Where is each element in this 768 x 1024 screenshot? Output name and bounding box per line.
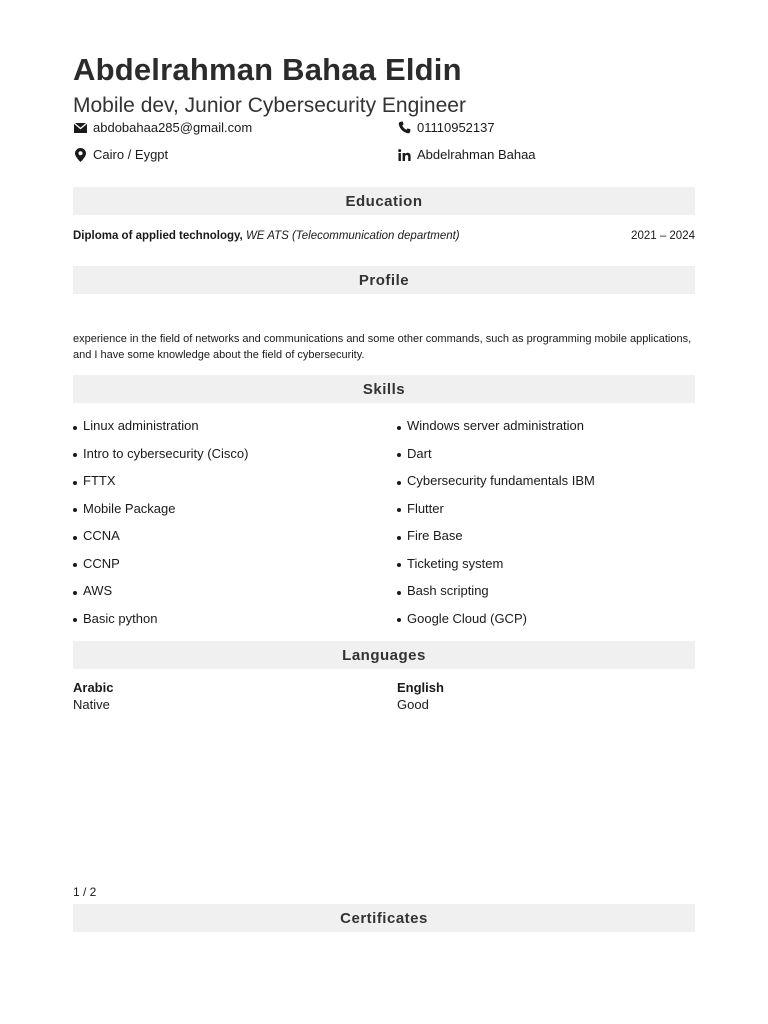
- skill-item: [73, 550, 373, 578]
- section-heading-certificates: Certificates: [73, 904, 695, 932]
- phone-icon: [397, 121, 411, 135]
- skill-item: [73, 495, 373, 523]
- contact-phone[interactable]: [397, 120, 495, 135]
- skill-item: [397, 467, 697, 495]
- map-pin-icon: [73, 148, 87, 162]
- contact-linkedin[interactable]: [397, 147, 536, 162]
- bullet-icon: [73, 618, 77, 622]
- skill-label: Bash scripting: [407, 583, 489, 599]
- skill-label: Fire Base: [407, 528, 463, 544]
- bullet-icon: [397, 426, 401, 430]
- contact-location: [73, 147, 168, 162]
- section-heading-profile: Profile: [73, 266, 695, 294]
- skill-label: Mobile Package: [83, 500, 176, 516]
- skill-label: AWS: [83, 583, 113, 599]
- language-item: [397, 680, 444, 712]
- education-institution: WE ATS (Telecommunication department): [245, 230, 460, 242]
- education-entry: [73, 230, 695, 242]
- skill-label: FTTX: [83, 473, 116, 489]
- skill-label: CCNP: [83, 555, 120, 571]
- bullet-icon: [73, 591, 77, 595]
- linkedin-icon: [397, 148, 411, 162]
- skills-right-column: [397, 412, 697, 632]
- skill-label: Ticketing system: [407, 555, 504, 571]
- skill-label: Intro to cybersecurity (Cisco): [83, 445, 249, 461]
- skill-item: [73, 412, 373, 440]
- bullet-icon: [73, 426, 77, 430]
- resume-headline: Mobile dev, Junior Cybersecurity Engineer: [73, 94, 466, 117]
- skill-item: [73, 522, 373, 550]
- bullet-icon: [397, 618, 401, 622]
- skill-item: [397, 550, 697, 578]
- skill-item: [397, 522, 697, 550]
- section-heading-skills: Skills: [73, 375, 695, 403]
- skill-item: [397, 412, 697, 440]
- phone-text: 01110952137: [417, 120, 495, 135]
- skill-label: Flutter: [407, 500, 444, 516]
- skill-label: Linux administration: [83, 418, 199, 434]
- bullet-icon: [397, 563, 401, 567]
- resume-name: Abdelrahman Bahaa Eldin: [73, 52, 462, 87]
- section-heading-languages: Languages: [73, 641, 695, 669]
- language-name: Arabic: [73, 680, 114, 695]
- profile-text: experience in the field of networks and communications and some other commands, such as programming mobile applications, and I have some knowledge about the field of cybersecurity.: [73, 333, 692, 361]
- contact-email[interactable]: [73, 120, 252, 135]
- bullet-icon: [73, 508, 77, 512]
- language-level: Native: [73, 697, 110, 712]
- section-heading-education: Education: [73, 187, 695, 215]
- email-text: abdobahaa285@gmail.com: [93, 120, 253, 135]
- bullet-icon: [397, 453, 401, 457]
- language-item: [73, 680, 113, 712]
- education-degree: Diploma of applied technology,: [73, 230, 243, 242]
- location-text: Cairo / Eygpt: [93, 147, 169, 162]
- education-title: [73, 230, 460, 242]
- bullet-icon: [73, 481, 77, 485]
- bullet-icon: [397, 508, 401, 512]
- page-number: 1 / 2: [73, 885, 97, 899]
- skill-item: [397, 577, 697, 605]
- bullet-icon: [397, 591, 401, 595]
- skill-label: Cybersecurity fundamentals IBM: [407, 473, 595, 489]
- education-dates: 2021 – 2024: [631, 230, 695, 242]
- skill-item: [397, 440, 697, 468]
- language-name: English: [397, 680, 444, 695]
- envelope-icon: [73, 121, 87, 135]
- bullet-icon: [397, 536, 401, 540]
- skill-label: Dart: [407, 445, 432, 461]
- bullet-icon: [73, 563, 77, 567]
- skill-item: [73, 605, 373, 633]
- skill-label: Basic python: [83, 610, 158, 626]
- skill-item: [73, 467, 373, 495]
- skills-left-column: [73, 412, 373, 632]
- bullet-icon: [73, 453, 77, 457]
- linkedin-text: Abdelrahman Bahaa: [417, 147, 536, 162]
- skill-item: [73, 577, 373, 605]
- skill-label: Windows server administration: [407, 418, 585, 434]
- skill-item: [397, 495, 697, 523]
- bullet-icon: [73, 536, 77, 540]
- skill-item: [73, 440, 373, 468]
- skill-item: [397, 605, 697, 633]
- skill-label: CCNA: [83, 528, 120, 544]
- skill-label: Google Cloud (GCP): [407, 610, 527, 626]
- bullet-icon: [397, 481, 401, 485]
- language-level: Good: [397, 697, 429, 712]
